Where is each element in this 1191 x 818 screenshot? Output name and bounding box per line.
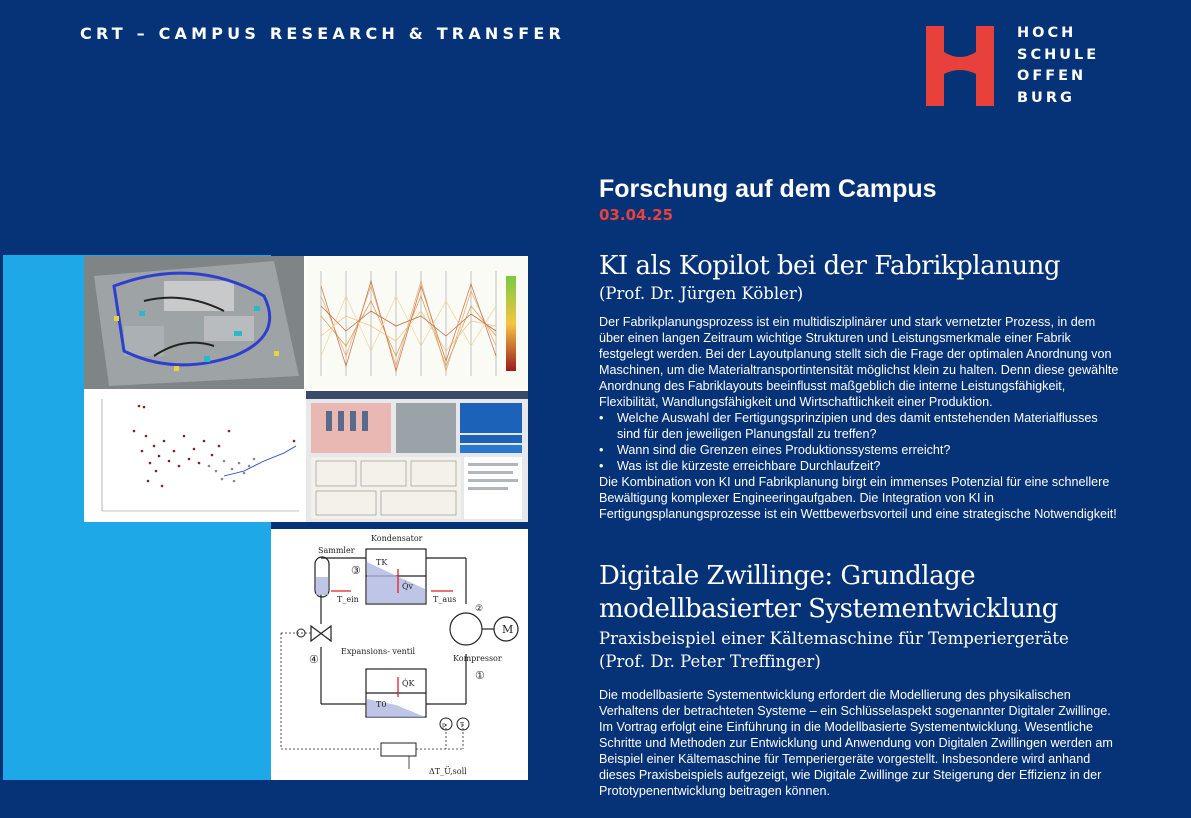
- talk2-body: [599, 687, 1119, 799]
- label-node-3: ③: [351, 564, 361, 577]
- label-qv: Q̇v: [402, 582, 414, 591]
- talk1-bullet-3: • Was ist die kürzeste erreichbare Durchlaufzeit?: [599, 458, 1119, 474]
- planning-software-screenshot: [306, 391, 528, 522]
- label-t-ein: T_ein: [337, 595, 359, 604]
- label-delta-t: ΔT_Ü,soll: [429, 767, 467, 776]
- university-logo: [926, 26, 994, 106]
- talk2-p2: Im Vortrag erfolgt eine Einführung in die Modellbasierte Systementwicklung. Wesentliche Schritte und Methoden zur Entwicklung und Anwendung von Digitalen Zwillingen werden am Beispiel einer Kältemaschine für Temperiergeräte vorgestellt. Insbesondere wird anhand dieses Praxisbeispiels aufgezeigt, wie Digitale Zwillinge zur Steigerung der Effizienz in der Prototypenentwicklung beitragen können.: [599, 720, 1113, 798]
- logo-text: [1017, 23, 1099, 109]
- label-qk: Q̇K: [402, 679, 415, 688]
- logo-line-1: HOCH: [1017, 25, 1077, 41]
- talk2-subtitle-block: [599, 627, 1159, 673]
- label-kompressor: Kompressor: [453, 654, 502, 663]
- logo-line-4: BURG: [1017, 89, 1075, 106]
- section-date: 03.04.25: [599, 206, 674, 224]
- parallel-coordinates-plot-image: [306, 256, 528, 389]
- label-t-aus: T_aus: [433, 595, 457, 604]
- talk1-bullet-1: • Welche Auswahl der Fertigungsprinzipien und des damit entstehenden Materialflusses sind für den jeweiligen Planungsfall zu treffen?: [599, 410, 1119, 442]
- refrigeration-circuit-diagram: [271, 529, 528, 780]
- label-node-2: ②: [475, 604, 484, 614]
- label-sensor-p: p: [442, 722, 446, 729]
- label-node-4: ④: [309, 653, 319, 666]
- label-sensor-t: T: [460, 722, 465, 729]
- factory-image-mosaic: [84, 256, 528, 522]
- header-title: CRT – CAMPUS RESEARCH & TRANSFER: [80, 24, 566, 43]
- label-expansionsventil: Expansions- ventil: [341, 647, 416, 656]
- talk1-speaker: (Prof. Dr. Jürgen Köbler): [599, 284, 804, 303]
- label-tk: TK: [376, 558, 388, 567]
- section-title: Forschung auf dem Campus: [599, 175, 937, 203]
- label-motor: M: [502, 623, 514, 636]
- talk1-bullet-2: • Wann sind die Grenzen eines Produktionssystems erreicht?: [599, 442, 1119, 458]
- label-node-1: ①: [475, 669, 485, 682]
- talk2-p1: Die modellbasierte Systementwicklung erfordert die Modellierung des physikalischen Verhaltens der betrachteten Systeme – ein Schlüsselaspekt sogenannter Digitaler Zwillinge.: [599, 688, 1111, 718]
- factory-3d-layout-image: [84, 256, 304, 389]
- logo-line-2: SCHULE: [1017, 46, 1100, 63]
- talk1-title: KI als Kopilot bei der Fabrikplanung: [599, 251, 1060, 281]
- label-t0: T0: [376, 700, 387, 709]
- talk2-subtitle: Praxisbeispiel einer Kältemaschine für Temperiergeräte: [599, 629, 1069, 648]
- talk1-intro: Der Fabrikplanungsprozess ist ein multidisziplinärer und stark vernetzter Prozess, in dem über einen langen Zeitraum wichtige Strukturen und Leistungsmerkmale einer Fabrik festgelegt werden. Bei der Layoutplanung stellt sich die Frage der optimalen Anordnung von Maschinen, um die Materialtransportintensität möglichst klein zu halten. Denn diese gewählte Anordnung des Fabriklayouts beeinflusst maßgeblich die interne Leistungsfähigkeit, Flexibilität, Wandlungsfähigkeit und Wirtschaftlichkeit einer Produktion.: [599, 315, 1119, 409]
- talk2-speaker: (Prof. Dr. Peter Treffinger): [599, 652, 821, 671]
- talk1-bullets: [599, 410, 1119, 474]
- logo-line-3: OFFEN: [1017, 68, 1087, 84]
- label-kondensator: Kondensator: [371, 534, 423, 543]
- talk2-title: Digitale Zwillinge: Grundlage modellbasierter Systementwicklung: [599, 561, 1058, 624]
- label-sammler: Sammler: [318, 546, 355, 555]
- talk1-outro: Die Kombination von KI und Fabrikplanung birgt ein immenses Potenzial für eine schnellere Bewältigung komplexer Engineeringaufgaben. Die Integration von KI in Fertigungsplanungsprozesse ist ein Wettbewerbsvorteil und eine strategische Notwendigkeit!: [599, 475, 1117, 521]
- talk1-body: [599, 314, 1119, 522]
- scatter-plot-image: [84, 391, 304, 522]
